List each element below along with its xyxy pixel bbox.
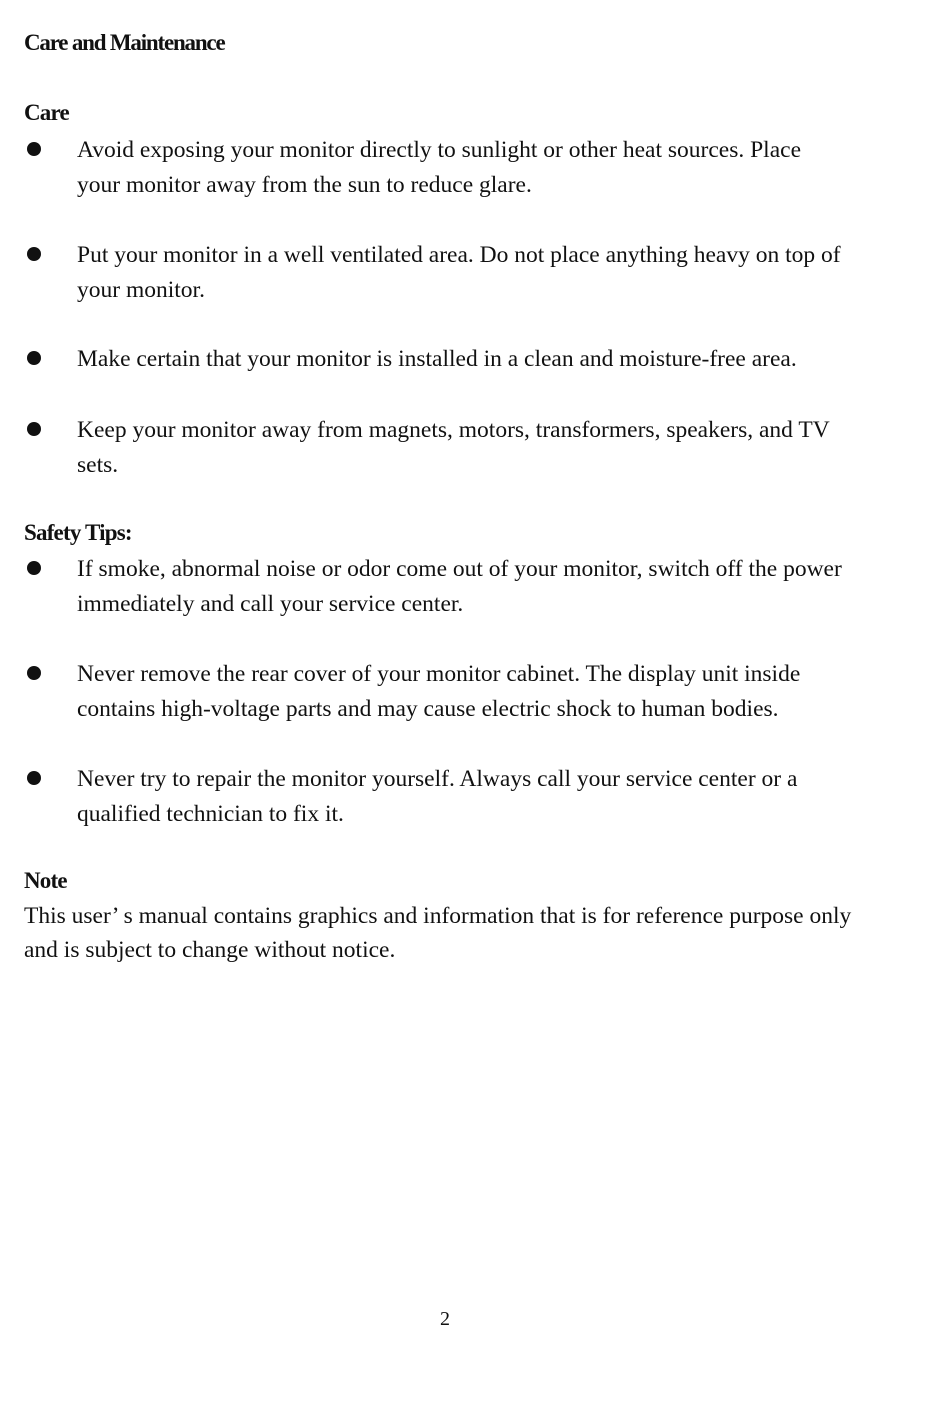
- safety-item-repair-line2: qualified technician to fix it.: [77, 801, 344, 827]
- care-item-clean-area-line1: Make certain that your monitor is installed in a clean and moisture-free area.: [77, 346, 797, 372]
- bullet-icon: [27, 351, 41, 365]
- safety-item-repair-line1: Never try to repair the monitor yourself. Always call your service center or a: [77, 766, 798, 792]
- safety-item-rear-cover: [24, 657, 904, 727]
- page-number: 2: [440, 1308, 450, 1330]
- bullet-icon: [27, 422, 41, 436]
- safety-item-rear-cover-line1: Never remove the rear cover of your monitor cabinet. The display unit inside: [77, 661, 801, 687]
- care-heading: Care: [24, 100, 69, 125]
- care-item-clean-area: [24, 342, 904, 377]
- safety-item-smoke-line1: If smoke, abnormal noise or odor come out of your monitor, switch off the power: [77, 556, 842, 582]
- safety-item-smoke-line2: immediately and call your service center.: [77, 591, 464, 617]
- care-item-magnets-line2: sets.: [77, 452, 119, 478]
- care-item-sunlight: [24, 133, 904, 203]
- bullet-icon: [27, 771, 41, 785]
- bullet-icon: [27, 247, 41, 261]
- note-line2: and is subject to change without notice.: [24, 937, 396, 963]
- bullet-icon: [27, 142, 41, 156]
- note-body: [24, 899, 904, 967]
- note-heading: Note: [24, 868, 67, 893]
- care-item-ventilation-line1: Put your monitor in a well ventilated area. Do not place anything heavy on top of: [77, 242, 841, 268]
- page-title: Care and Maintenance: [24, 30, 225, 55]
- care-item-sunlight-line2: your monitor away from the sun to reduce glare.: [77, 172, 532, 198]
- note-line1: This user’ s manual contains graphics and information that is for reference purpose only: [24, 903, 852, 929]
- care-item-ventilation: [24, 238, 904, 308]
- bullet-icon: [27, 666, 41, 680]
- bullet-icon: [27, 561, 41, 575]
- safety-item-smoke: [24, 552, 904, 622]
- care-item-magnets-line1: Keep your monitor away from magnets, motors, transformers, speakers, and TV: [77, 417, 830, 443]
- safety-heading: Safety Tips:: [24, 520, 132, 545]
- care-item-sunlight-line1: Avoid exposing your monitor directly to sunlight or other heat sources. Place: [77, 137, 802, 163]
- safety-item-repair: [24, 762, 904, 832]
- safety-item-rear-cover-line2: contains high-voltage parts and may cause electric shock to human bodies.: [77, 696, 779, 722]
- care-item-ventilation-line2: your monitor.: [77, 277, 205, 303]
- care-item-magnets: [24, 413, 904, 483]
